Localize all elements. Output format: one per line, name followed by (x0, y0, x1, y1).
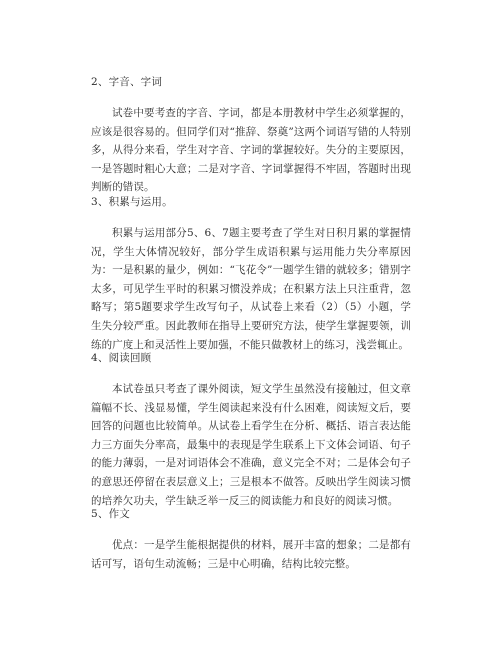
section-body-composition: 优点：一是学生能根据提供的材料，展开丰富的想象；二是都有话可写，语句生动流畅；三是中心明确，结构比较完整。 (91, 539, 411, 570)
section-body-pronunciation: 试卷中要考查的字音、字词，都是本册教材中学生必须掌握的，应该是很容易的。但同学们对“推辞、祭奠”这两个词语写错的人特别多，从得分来看，学生对字音、字词的掌握较好。失分的主要原因，一是答题时粗心大意；二是对字音、字词掌握得不牢固，答题时出现判断的错误。 (91, 107, 411, 194)
section-heading-accumulation: 3、积累与运用。 (91, 196, 173, 208)
section-heading-composition: 5、作文 (91, 508, 130, 520)
section-heading-pronunciation: 2、字音、字词 (91, 76, 163, 88)
section-body-reading: 本试卷虽只考查了课外阅读，短文学生虽然没有接触过，但文章篇幅不长、浅显易懂，学生阅读起来没有什么困难，阅读短文后，要回答的问题也比较简单。从试卷上看学生在分析、概括、语言表达能力三方面失分率高，最集中的表现是学生联系上下文体会词语、句子的能力薄弱，一是对词语体会不准确，意义完全不对；二是体会句子的意思还停留在表层意义上；三是根本不做答。反映出学生阅读习惯的培养欠功夫，学生缺乏举一反三的阅读能力和良好的阅读习惯。 (91, 383, 411, 507)
section-heading-reading: 4、阅读回顾 (91, 352, 152, 364)
section-body-accumulation: 积累与运用部分5、6、7题主要考查了学生对日积月累的掌握情况，学生大体情况较好，部分学生成语积累与运用能力失分率原因为：一是积累的量少，例如：“飞花令”一题学生错的就较多；错别字太多，可见学生平时的积累习惯没养成；在积累方法上只注重背，忽略写；第5题要求学生改写句子，从试卷上来看（2）（5）小题，学生失分较严重。因此教师在指导上要研究方法，使学生掌握要领，训练的广度上和灵活性上要加强，不能只做教材上的练习，浅尝辄止。 (91, 227, 411, 351)
